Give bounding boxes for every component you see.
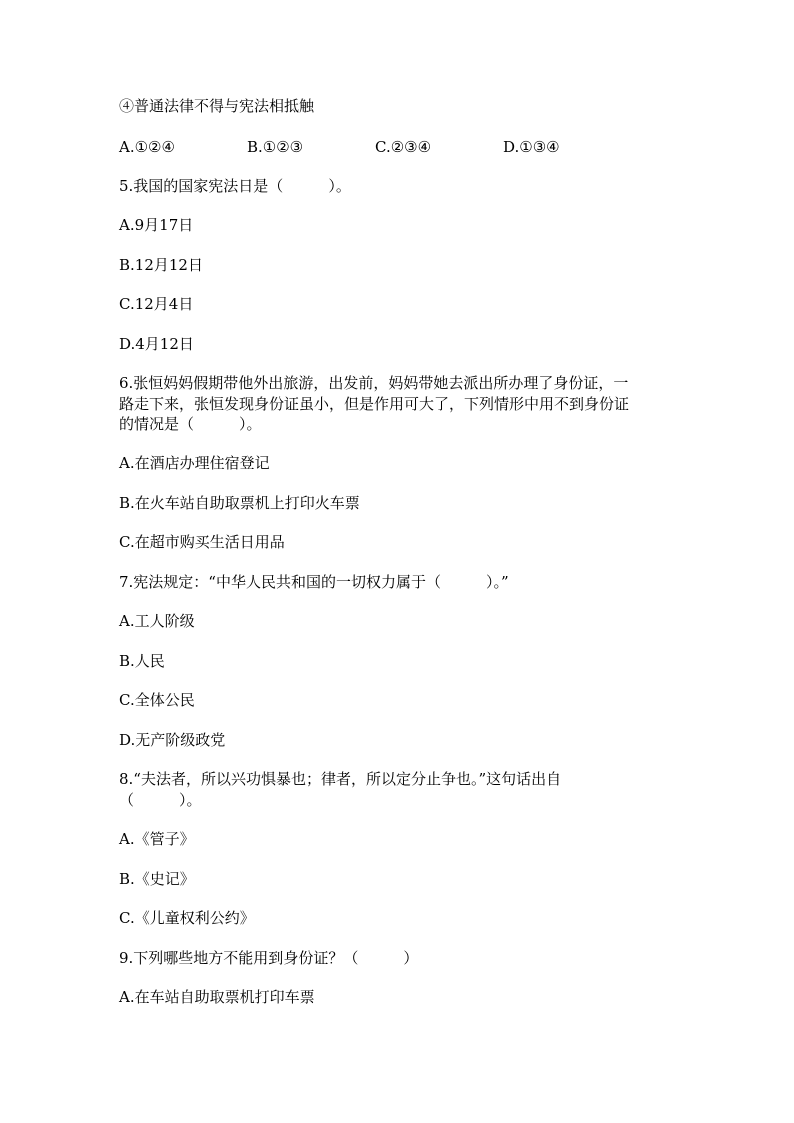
q9-option-a: A.在车站自助取票机打印车票 <box>119 988 315 1006</box>
q6-stem-line-2: 路走下来，张恒发现身份证虽小，但是作用可大了，下列情形中用不到身份证 <box>119 395 630 413</box>
q5-stem: 5.我国的国家宪法日是（ ）。 <box>119 177 351 195</box>
q5-option-d: D.4月12日 <box>119 335 194 353</box>
q7-option-a: A.工人阶级 <box>119 612 195 630</box>
q7-option-d: D.无产阶级政党 <box>119 731 226 749</box>
q4-option-d: D.①③④ <box>503 138 560 156</box>
q8-option-a: A.《管子》 <box>119 830 195 848</box>
q8-option-b: B.《史记》 <box>119 870 195 888</box>
q6-stem-line-3: 的情况是（ ）。 <box>119 415 262 433</box>
q5-option-c: C.12月4日 <box>119 295 194 313</box>
q6-stem-line-1: 6.张恒妈妈假期带他外出旅游，出发前，妈妈带她去派出所办理了身份证，一 <box>119 374 629 392</box>
q8-stem-line-1: 8.“夫法者，所以兴功惧暴也；律者，所以定分止争也。”这句话出自 <box>119 770 562 788</box>
q4-option-c: C.②③④ <box>375 138 432 156</box>
q4-option-b: B.①②③ <box>247 138 304 156</box>
q5-option-b: B.12月12日 <box>119 256 203 274</box>
q4-item-4: ④普通法律不得与宪法相抵触 <box>119 97 315 115</box>
q5-option-a: A.9月17日 <box>119 216 194 234</box>
q4-option-a: A.①②④ <box>119 138 175 156</box>
q7-stem: 7.宪法规定：“中华人民共和国的一切权力属于（ ）。” <box>119 573 509 591</box>
q7-option-b: B.人民 <box>119 652 165 670</box>
q6-option-c: C.在超市购买生活日用品 <box>119 533 285 551</box>
q9-stem: 9.下列哪些地方不能用到身份证？（ ） <box>119 949 419 967</box>
q6-option-b: B.在火车站自助取票机上打印火车票 <box>119 494 360 512</box>
q8-option-c: C.《儿童权利公约》 <box>119 909 255 927</box>
q6-option-a: A.在酒店办理住宿登记 <box>119 454 270 472</box>
q7-option-c: C.全体公民 <box>119 691 195 709</box>
q8-stem-line-2: （ ）。 <box>119 791 202 809</box>
